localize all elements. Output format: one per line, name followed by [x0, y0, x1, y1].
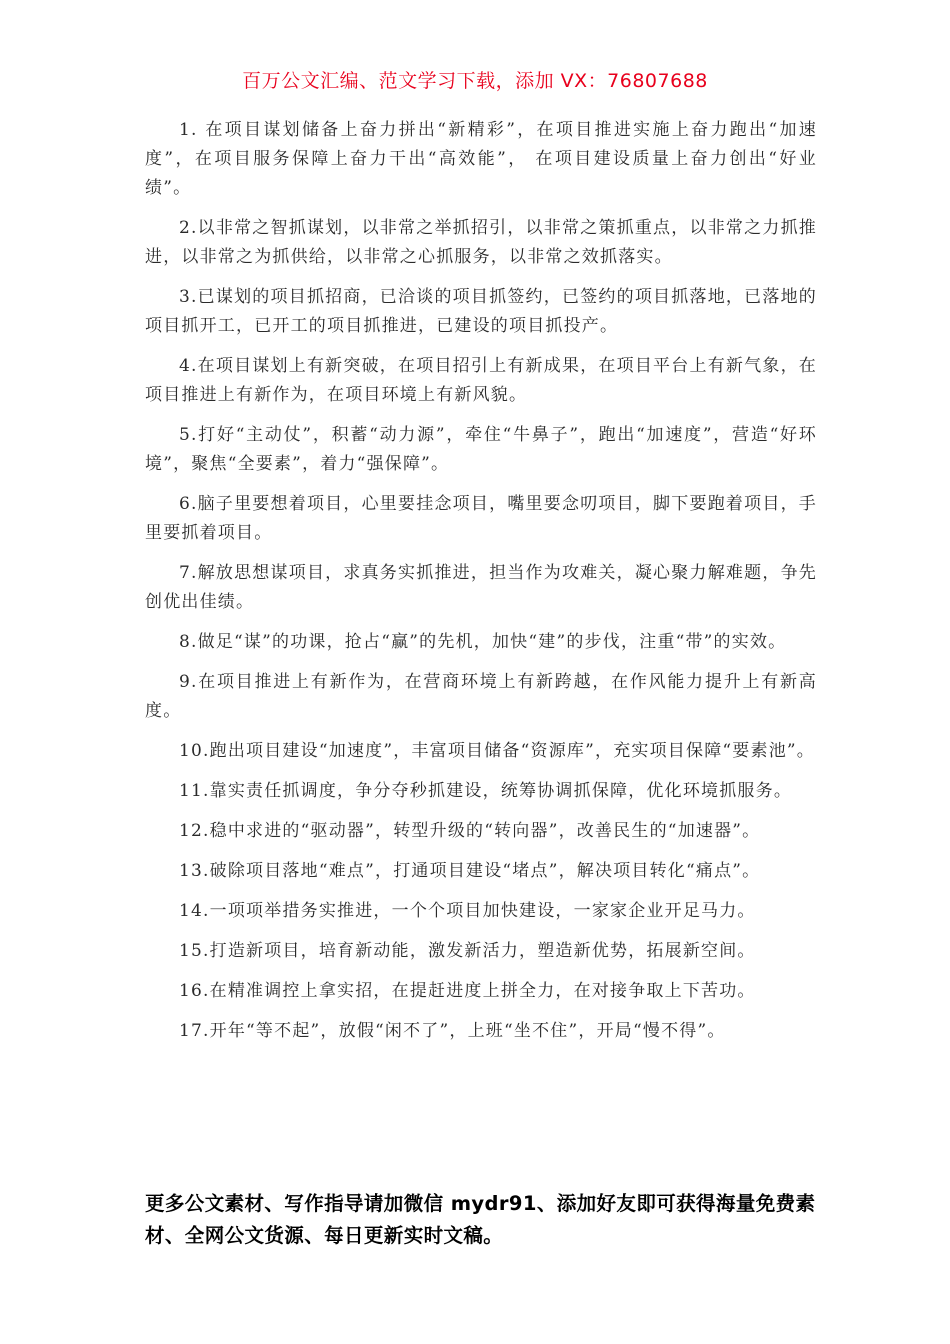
paragraph-8: 8.做足“谋”的功课，抢占“赢”的先机，加快“建”的步伐，注重“带”的实效。	[179, 632, 787, 652]
paragraph-2: 2.以非常之智抓谋划，以非常之举抓招引，以非常之策抓重点，以非常之力抓推进，以非常之为抓供给，以非常之心抓服务，以非常之效抓落实。	[145, 218, 817, 267]
paragraph-9: 9.在项目推进上有新作为，在营商环境上有新跨越，在作风能力提升上有新高度。	[145, 672, 817, 721]
document-body	[145, 116, 817, 1057]
paragraph-17: 17.开年“等不起”，放假“闲不了”，上班“坐不住”，开局“慢不得”。	[179, 1021, 726, 1041]
paragraph-4: 4.在项目谋划上有新突破，在项目招引上有新成果，在项目平台上有新气象，在项目推进上有新作为，在项目环境上有新风貌。	[145, 356, 817, 405]
paragraph-14: 14.一项项举措务实推进，一个个项目加快建设，一家家企业开足马力。	[179, 901, 756, 921]
paragraph-10: 10.跑出项目建设“加速度”，丰富项目储备“资源库”，充实项目保障“要素池”。	[179, 741, 815, 761]
footer-promo: 更多公文素材、写作指导请加微信 mydr91、添加好友即可获得海量免费素材、全网公文货源、每日更新实时文稿。	[145, 1192, 816, 1247]
header-banner: 百万公文汇编、范文学习下载，添加 VX：76807688	[242, 70, 708, 92]
paragraph-13: 13.破除项目落地“难点”，打通项目建设“堵点”，解决项目转化“痛点”。	[179, 861, 761, 881]
paragraph-12: 12.稳中求进的“驱动器”，转型升级的“转向器”，改善民生的“加速器”。	[179, 821, 761, 841]
paragraph-15: 15.打造新项目，培育新动能，激发新活力，塑造新优势，拓展新空间。	[179, 941, 756, 961]
paragraph-5: 5.打好“主动仗”，积蓄“动力源”，牵住“牛鼻子”，跑出“加速度”，营造“好环境”，聚焦“全要素”，着力“强保障”。	[145, 425, 817, 474]
paragraph-1: 1. 在项目谋划储备上奋力拼出“新精彩”，在项目推进实施上奋力跑出“加速度”，在项目服务保障上奋力干出“高效能”， 在项目建设质量上奋力创出“好业绩”。	[145, 120, 817, 198]
paragraph-16: 16.在精准调控上拿实招，在提赶进度上拼全力，在对接争取上下苦功。	[179, 981, 756, 1001]
paragraph-3: 3.已谋划的项目抓招商，已洽谈的项目抓签约，已签约的项目抓落地，已落地的项目抓开工，已开工的项目抓推进，已建设的项目抓投产。	[145, 287, 817, 336]
paragraph-6: 6.脑子里要想着项目，心里要挂念项目，嘴里要念叨项目，脚下要跑着项目，手里要抓着项目。	[145, 494, 817, 543]
paragraph-7: 7.解放思想谋项目，求真务实抓推进，担当作为攻难关，凝心聚力解难题，争先创优出佳绩。	[145, 563, 817, 612]
paragraph-11: 11.靠实责任抓调度，争分夺秒抓建设，统筹协调抓保障，优化环境抓服务。	[179, 781, 793, 801]
